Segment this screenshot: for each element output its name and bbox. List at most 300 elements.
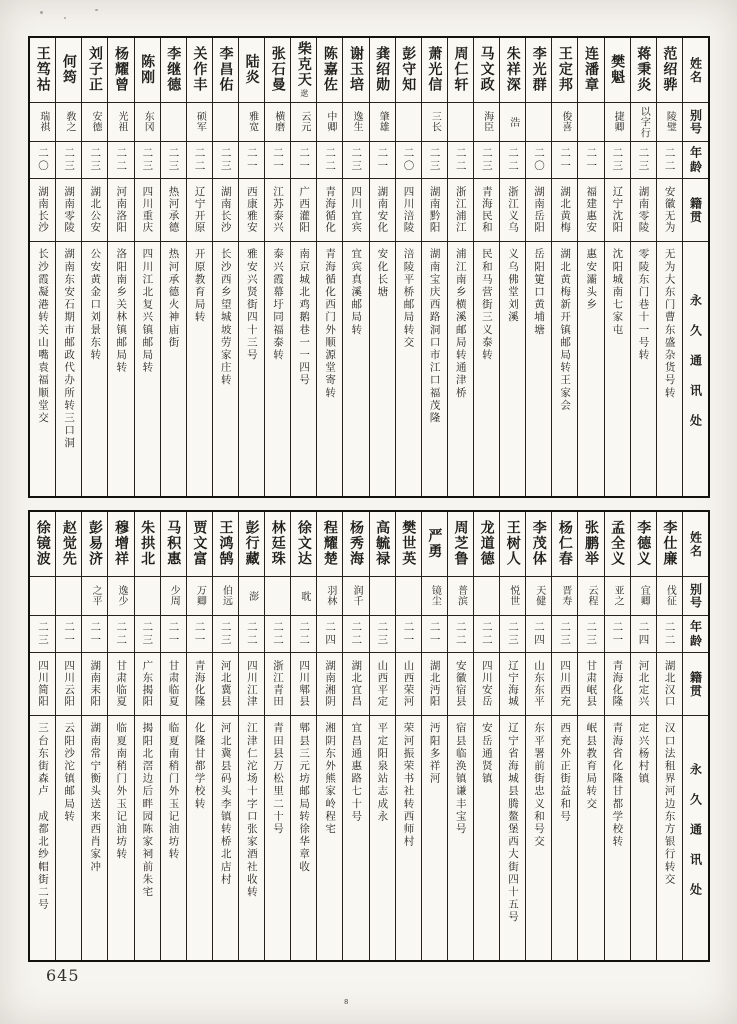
person-address: 洛阳南乡关林镇邮局转 [115,248,128,374]
person-alias: 亚之 [605,577,630,616]
person-name: 李德义 [631,512,656,577]
person-alias [396,577,421,616]
entry-column [499,512,525,960]
person-age: 二二 [474,616,499,653]
person-native-place: 四川郫县 [291,653,316,716]
person-address: 荣河振荣书社转西师村 [402,722,415,848]
person-address: 河北冀县码头李镇转桥北店村 [219,722,232,886]
person-name: 樊世英 [396,512,421,577]
person-name: 徐镜波 [30,512,55,577]
person-address: 沔阳多祥河 [428,722,441,785]
person-alias: 捷卿 [605,103,630,142]
column-header-name: 姓名 [683,512,708,577]
column-header-native: 籍贯 [683,179,708,242]
entry-column [656,512,682,960]
person-age: 二三 [82,142,107,179]
person-name: 王鸿鹄 [213,512,238,577]
person-address: 宿县临涣镇谦丰宝号 [454,722,467,836]
person-address: 长沙西乡望城坡劳家庄转 [219,248,232,387]
person-alias: 之平 [82,577,107,616]
entry-column [160,512,186,960]
person-alias: 安德 [82,103,107,142]
entry-column [264,38,290,496]
person-address: 泰兴霞幕圩同福泰转 [271,248,284,362]
person-alias: 普滨 [448,577,473,616]
person-native-place: 湖南零陵 [56,179,81,242]
entry-column [212,512,238,960]
person-address: 安岳通贤镇 [480,722,493,785]
person-name: 周仁轩 [448,38,473,103]
person-address: 零陵东门巷十一号转 [637,248,650,362]
person-native-place: 湖北黄梅 [552,179,577,242]
person-age: 二一 [578,142,603,179]
person-name: 朱拱北 [135,512,160,577]
entry-column [395,38,421,496]
person-address: 开原教育局转 [193,248,206,324]
person-age: 二三 [213,616,238,653]
person-name: 龙道德 [474,512,499,577]
person-age: 二一 [291,142,316,179]
person-alias: 天健 [526,577,551,616]
person-alias: 瑞祺 [30,103,55,142]
person-age: 二三 [56,142,81,179]
person-alias: 宜卿 [631,577,656,616]
person-native-place: 四川云阳 [56,653,81,716]
person-name: 程耀楚 [317,512,342,577]
person-native-place: 青海循化 [317,179,342,242]
person-name: 张石曼 [265,38,290,103]
person-alias [474,577,499,616]
person-native-place: 安徽宿县 [448,653,473,716]
person-address: 宜宾真溪邮局转 [350,248,363,337]
entry-column [342,512,368,960]
entry-column [577,512,603,960]
person-name: 何筠 [56,38,81,103]
person-native-place: 安徽无为 [657,179,682,242]
entry-column [551,512,577,960]
person-alias: 逸少 [108,577,133,616]
entry-column [447,512,473,960]
person-age: 二一 [396,616,421,653]
entry-column [134,38,160,496]
person-address: 定兴杨村镇 [637,722,650,785]
person-name: 徐文达 [291,512,316,577]
column-header-address: 永久通讯处 [688,294,703,444]
person-native-place: 湖南黔阳 [422,179,447,242]
entry-column [186,38,212,496]
entry-column [369,38,395,496]
person-alias: 雅宽 [239,103,264,142]
person-name: 李继德 [161,38,186,103]
person-native-place: 青海化隆 [187,653,212,716]
person-alias: 俊喜 [552,103,577,142]
person-native-place: 河北定兴 [631,653,656,716]
scan-speck [40,11,43,14]
entry-column [55,512,81,960]
person-name: 连潘章 [578,38,603,103]
person-address: 无为大东门曹东盛杂货号转 [663,248,676,400]
person-age: 二三 [135,616,160,653]
person-address: 沈阳城南七家屯 [611,248,624,337]
person-address: 义乌佛堂刘溪 [506,248,519,324]
person-age: 二四 [631,616,656,653]
person-age: 二三 [552,616,577,653]
person-age: 二三 [370,616,395,653]
entry-column [656,38,682,496]
person-age: 二四 [317,616,342,653]
person-name: 李昌佑 [213,38,238,103]
person-alias: 润千 [343,577,368,616]
person-age: 二一 [56,616,81,653]
entry-column [264,512,290,960]
person-address: 岳阳筻口黄埔塘 [533,248,546,337]
entry-column [551,38,577,496]
person-address: 湖南宝庆西路洞口市江口福茂隆 [428,248,441,425]
person-age: 二一 [265,142,290,179]
header-column [682,38,708,496]
person-native-place: 湖北沔阳 [422,653,447,716]
entry-column [473,512,499,960]
person-native-place: 四川西充 [552,653,577,716]
person-age: 二二 [265,616,290,653]
person-age: 二一 [552,142,577,179]
person-name: 陈刚 [135,38,160,103]
entry-column [447,38,473,496]
person-address: 平定阳泉站志成永 [376,722,389,823]
person-age: 二二 [657,616,682,653]
person-address: 东平署前街忠义和号交 [533,722,546,848]
entry-column [630,38,656,496]
person-alias: 浩 [500,103,525,142]
person-address: 长沙霞凝港转关山嘴袁福顺堂交 [36,248,49,425]
person-address: 临夏南稍门外玉记油坊转 [167,722,180,861]
person-address: 湖南东安石期市邮政代办所转三口洞 [63,248,76,450]
person-native-place: 湖北汉口 [657,653,682,716]
person-address: 三台东街森卢 成都北纱帽街二号 [36,722,49,911]
person-address: 青海循化西门外顺源堂寄转 [324,248,337,400]
person-age: 二一 [187,616,212,653]
person-alias: 三长 [422,103,447,142]
person-age: 二〇 [30,142,55,179]
footer-mark: 8 [344,998,349,1006]
entry-column [107,512,133,960]
person-alias: 逸生 [343,103,368,142]
person-native-place: 湖南零陵 [631,179,656,242]
person-name: 赵觉先 [56,512,81,577]
person-native-place: 江苏泰兴 [265,179,290,242]
person-age: 二二 [317,142,342,179]
person-address: 西充外正街益和号 [559,722,572,823]
person-native-place: 四川涪陵 [396,179,421,242]
person-address: 惠安灞头乡 [585,248,598,311]
person-native-place: 河南洛阳 [108,179,133,242]
person-address: 雅安兴贤街四十三号 [245,248,258,362]
person-native-place: 辽宁海城 [500,653,525,716]
person-native-place: 甘肃岷县 [578,653,603,716]
entry-column [134,512,160,960]
entry-column [30,38,55,496]
person-name: 范绍骅 [657,38,682,103]
person-name: 萧光信 [422,38,447,103]
person-age: 二三 [343,142,368,179]
person-name: 彭守知 [396,38,421,103]
person-age: 二二 [343,616,368,653]
person-address: 郫县三元坊邮局转徐华章收 [298,722,311,874]
person-name: 谢玉培 [343,38,368,103]
person-age: 二二 [657,142,682,179]
person-address: 浦江南乡横溪邮局转通津桥 [454,248,467,400]
person-age: 二一 [82,616,107,653]
person-alias: 云程 [578,577,603,616]
person-name: 贾文富 [187,512,212,577]
person-native-place: 浙江义乌 [500,179,525,242]
person-alias [30,577,55,616]
person-name: 严勇 [422,512,447,577]
person-address: 公安黄金口刘景东转 [89,248,102,362]
person-alias: 横磨 [265,103,290,142]
entry-column [81,512,107,960]
entry-column [604,38,630,496]
entry-column [421,512,447,960]
person-native-place: 四川宜宾 [343,179,368,242]
person-age: 二三 [213,142,238,179]
person-address: 热河承德火神庙街 [167,248,180,349]
person-native-place: 湖南长沙 [213,179,238,242]
person-alias: 晋寿 [552,577,577,616]
person-name: 陆炎 [239,38,264,103]
scan-speck [64,17,66,19]
person-native-place: 湖南长沙 [30,179,55,242]
person-native-place: 四川江津 [239,653,264,716]
directory-table-top [28,36,710,498]
person-address: 湖南常宁衡头送来西肖家冲 [89,722,102,874]
person-alias [370,577,395,616]
person-native-place: 辽宁开原 [187,179,212,242]
person-age: 二一 [370,142,395,179]
person-name: 朱祥深 [500,38,525,103]
person-name: 李仕廉 [657,512,682,577]
column-header-alias: 别号 [683,103,708,142]
person-native-place: 青海化隆 [605,653,630,716]
person-alias: 以字行 [631,103,656,142]
person-name: 龚绍勋 [370,38,395,103]
person-native-place: 青海民和 [474,179,499,242]
person-name: 蒋秉炎 [631,38,656,103]
person-native-place: 广东揭阳 [135,653,160,716]
person-alias: 羽林 [317,577,342,616]
header-column [682,512,708,960]
person-alias: 陵璧 [657,103,682,142]
person-name: 陈嘉佐 [317,38,342,103]
person-age: 二三 [605,142,630,179]
person-native-place: 湖南耒阳 [82,653,107,716]
scan-speck [95,9,98,11]
person-alias: 伐征 [657,577,682,616]
entry-column [107,38,133,496]
person-name: 杨仁春 [552,512,577,577]
person-alias: 海臣 [474,103,499,142]
entry-column [186,512,212,960]
person-address: 湘阴东外熊家岭程宅 [324,722,337,836]
person-alias [578,103,603,142]
person-age: 二三 [135,142,160,179]
person-alias [161,103,186,142]
person-age: 二二 [108,616,133,653]
person-age: 二一 [605,616,630,653]
person-alias: 光祖 [108,103,133,142]
entry-column [316,512,342,960]
column-header-native: 籍贯 [683,653,708,716]
person-alias: 东冈 [135,103,160,142]
person-alias [213,103,238,142]
person-age: 二四 [526,616,551,653]
person-native-place: 山西荣河 [396,653,421,716]
person-alias: 云元 [291,103,316,142]
entry-column [290,512,316,960]
person-alias: 镜尘 [422,577,447,616]
person-address: 汉口法租界河边东方银行转交 [663,722,676,886]
person-address: 揭阳北滘边后畔园陈家祠前朱宅 [141,722,154,899]
person-name: 关作丰 [187,38,212,103]
person-native-place: 福建惠安 [578,179,603,242]
entry-column [238,38,264,496]
person-name: 马积惠 [161,512,186,577]
person-name: 张鹏举 [578,512,603,577]
person-alias [396,103,421,142]
person-address: 涪陵平桥邮局转交 [402,248,415,349]
entry-column [525,512,551,960]
person-native-place: 湖南湘阴 [317,653,342,716]
person-name-note: 逖 [299,89,309,99]
person-age: 二〇 [396,142,421,179]
entry-column [395,512,421,960]
person-native-place: 山东东平 [526,653,551,716]
entry-column [238,512,264,960]
person-native-place: 四川安岳 [474,653,499,716]
person-address: 化隆甘都学校转 [193,722,206,811]
person-address: 江津仁沱场十字口张家酒社收转 [245,722,258,899]
entry-column [30,512,55,960]
person-alias: 敎之 [56,103,81,142]
person-alias: 少周 [161,577,186,616]
person-alias: 悦世 [500,577,525,616]
person-native-place: 湖南岳阳 [526,179,551,242]
person-age: 二二 [448,142,473,179]
person-age: 二三 [631,142,656,179]
person-name: 杨秀海 [343,512,368,577]
person-name: 刘子正 [82,38,107,103]
entry-column [160,38,186,496]
person-age: 二二 [291,616,316,653]
person-name: 林廷珠 [265,512,290,577]
person-name: 高毓禄 [370,512,395,577]
person-age: 二二 [448,616,473,653]
person-alias: 澎 [239,577,264,616]
person-native-place: 湖北公安 [82,179,107,242]
person-address: 青田县万松里二十号 [271,722,284,836]
person-address: 临夏南稍门外玉记油坊转 [115,722,128,861]
person-name: 孟全义 [605,512,630,577]
person-age: 二二 [239,616,264,653]
person-name: 彭易济 [82,512,107,577]
person-address: 宜昌通惠路七十号 [350,722,363,823]
person-alias [56,577,81,616]
entry-column [473,38,499,496]
entry-column [577,38,603,496]
person-alias: 伯远 [213,577,238,616]
person-age: 二一 [161,616,186,653]
person-native-place: 四川简阳 [30,653,55,716]
person-age: 二三 [578,616,603,653]
person-name: 樊魁 [605,38,630,103]
person-native-place: 河北冀县 [213,653,238,716]
person-address: 安化长塘 [376,248,389,299]
person-address: 云阳沙沱镇邮局转 [63,722,76,823]
person-alias: 硕军 [187,103,212,142]
person-alias: 肇雄 [370,103,395,142]
directory-table-bottom [28,510,710,962]
entry-column [630,512,656,960]
person-name: 王笃祜 [30,38,55,103]
entry-column [604,512,630,960]
person-age: 二一 [422,616,447,653]
entry-column [81,38,107,496]
column-header-address: 永久通讯处 [688,763,703,913]
person-age: 二二 [500,142,525,179]
person-name: 彭行藏 [239,512,264,577]
person-native-place: 四川重庆 [135,179,160,242]
person-native-place: 浙江青田 [265,653,290,716]
person-alias: 中卿 [317,103,342,142]
person-native-place: 西康雅安 [239,179,264,242]
person-address: 民和马营街三义泰转 [480,248,493,362]
person-alias: 万卿 [187,577,212,616]
entry-column [421,38,447,496]
person-native-place: 辽宁沈阳 [605,179,630,242]
entry-column [369,512,395,960]
person-native-place: 甘肃临夏 [108,653,133,716]
column-header-name: 姓名 [683,38,708,103]
person-age: 二〇 [526,142,551,179]
person-address: 四川江北复兴镇邮局转 [141,248,154,374]
column-header-age: 年龄 [683,616,708,653]
page-number: 645 [46,966,80,985]
person-name: 周芝鲁 [448,512,473,577]
column-header-alias: 别号 [683,577,708,616]
column-header-age: 年龄 [683,142,708,179]
person-name: 穆增祥 [108,512,133,577]
entry-column [212,38,238,496]
person-address: 南京城北鸡鹅巷一一四号 [298,248,311,387]
person-name: 柴克天 逖 [291,38,316,103]
person-age: 二二 [108,142,133,179]
entry-column [499,38,525,496]
person-native-place: 浙江浦江 [448,179,473,242]
person-native-place: 山西平定 [370,653,395,716]
person-alias [526,103,551,142]
person-name: 李光群 [526,38,551,103]
person-age: 二三 [422,142,447,179]
person-name: 李茂体 [526,512,551,577]
person-alias [448,103,473,142]
person-age: 二三 [474,142,499,179]
entry-column [525,38,551,496]
person-name: 王定邦 [552,38,577,103]
person-name: 王树人 [500,512,525,577]
person-address: 湖北黄梅新开镇邮局转王家会 [559,248,572,412]
person-age: 二二 [187,142,212,179]
person-address: 岷县教育局转交 [585,722,598,811]
